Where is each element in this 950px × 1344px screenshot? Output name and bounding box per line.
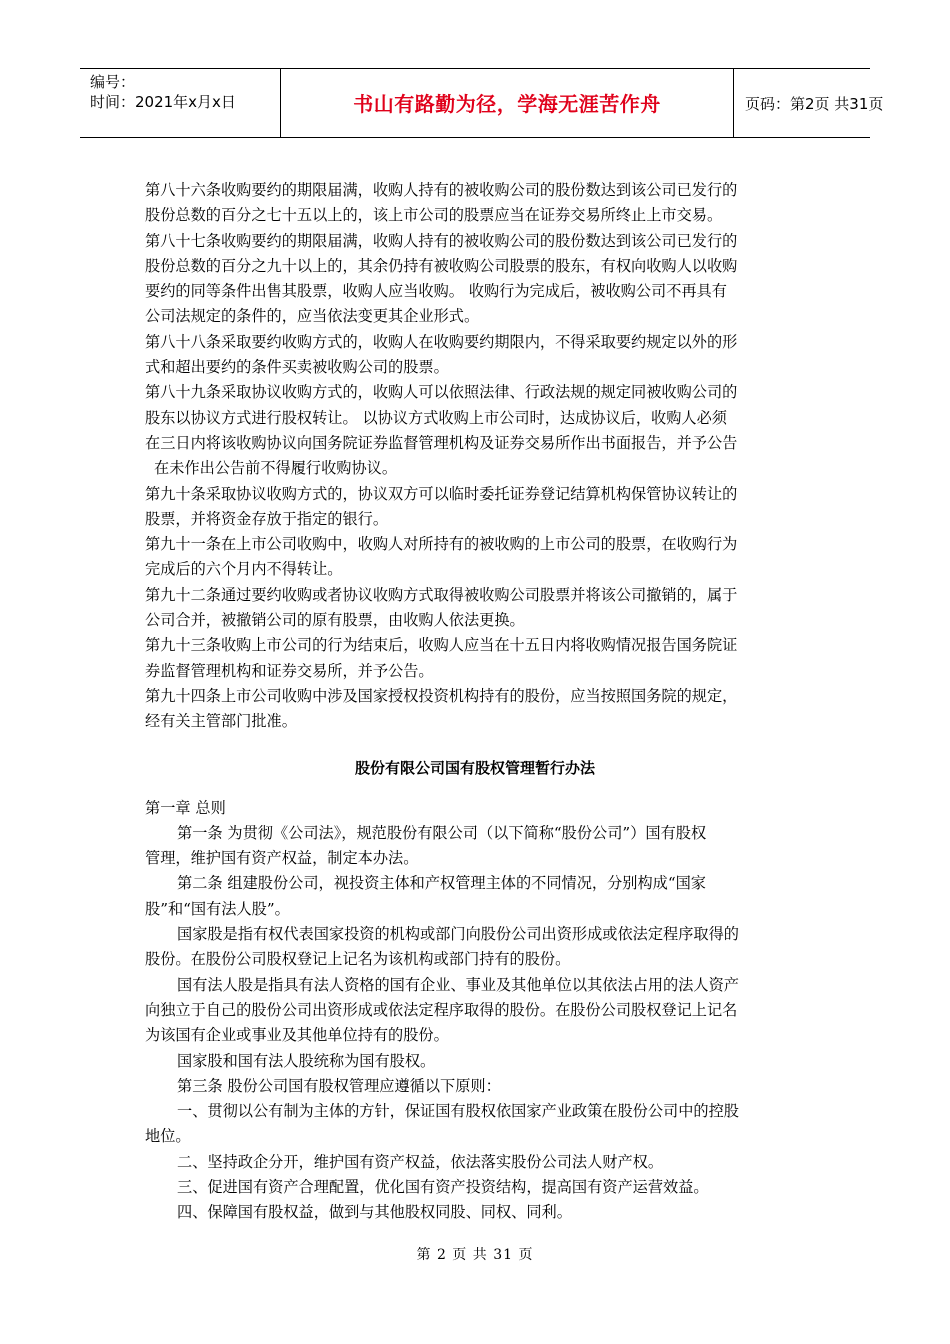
spacer (145, 780, 805, 796)
text-line: 要约的同等条件出售其股票，收购人应当收购。 收购行为完成后，被收购公司不再具有 (145, 282, 727, 301)
page-header (80, 68, 884, 138)
text-line: 经有关主管部门批准。 (145, 712, 297, 731)
spacer (145, 735, 805, 756)
text-line: 四、保障国有股权益，做到与其他股权同股、同权、同利。 (177, 1203, 572, 1222)
header-motto: 书山有路勤为径，学海无涯苦作舟 (353, 92, 661, 116)
text-line: 第八十六条收购要约的期限届满，收购人持有的被收购公司的股份数达到该公司已发行的 (145, 181, 738, 199)
text-line: 第九十条采取协议收购方式的，协议双方可以临时委托证券登记结算机构保管协议转让的 (145, 484, 738, 503)
text-line: 股东以协议方式进行股权转让。 以协议方式收购上市公司时，达成协议后，收购人必须 (145, 408, 727, 427)
text-line: 完成后的六个月内不得转让。 (145, 560, 343, 579)
text-line: 股份总数的百分之九十以上的，其余仍持有被收购公司股票的股东，有权向收购人以收购 (145, 256, 738, 275)
document-body (145, 178, 805, 1226)
text-line: 地位。 (145, 1127, 191, 1146)
page-footer: 第 2 页 共 31 页 (416, 1247, 534, 1263)
text-line: 第三条 股份公司国有股权管理应遵循以下原则： (177, 1076, 501, 1095)
text-line: 国有法人股是指具有法人资格的国有企业、事业及其他单位以其依法占用的法人资产 (177, 975, 739, 994)
text-line: 为该国有企业或事业及其他单位持有的股份。 (145, 1026, 449, 1045)
text-line: 在三日内将该收购协议向国务院证券监督管理机构及证券交易所作出书面报告，并予公告 (145, 433, 738, 452)
text-line: 第八十七条收购要约的期限届满，收购人持有的被收购公司的股份数达到该公司已发行的 (145, 231, 738, 250)
text-line: 公司法规定的条件的，应当依法变更其企业形式。 (145, 307, 480, 326)
text-line: 第九十三条收购上市公司的行为结束后，收购人应当在十五日内将收购情况报告国务院证 (145, 636, 738, 655)
text-line: 股份总数的百分之七十五以上的，该上市公司的股票应当在证券交易所终止上市交易。 (145, 206, 723, 225)
text-line: 股”和“国有法人股”。 (145, 899, 290, 918)
document-number-label: 编号： (90, 73, 136, 91)
text-line: 第九十二条通过要约收购或者协议收购方式取得被收购公司股票并将该公司撤销的，属于 (145, 585, 738, 604)
header-meta-cell (80, 69, 281, 137)
header-page-info: 页码：第2页 共31页 (745, 95, 884, 113)
chapter-heading: 第一章 总则 (145, 798, 226, 817)
text-line: 管理，维护国有资产权益，制定本办法。 (145, 849, 419, 868)
text-line: 国家股和国有法人股统称为国有股权。 (177, 1051, 436, 1070)
text-line: 一、贯彻以公有制为主体的方针，保证国有股权依国家产业政策在股份公司中的控股 (177, 1102, 739, 1121)
text-line: 三、促进国有资产合理配置，优化国有资产投资结构，提高国有资产运营效益。 (177, 1177, 709, 1196)
section-title: 股份有限公司国有股权管理暂行办法 (354, 758, 595, 777)
text-line: 第八十九条采取协议收购方式的，收购人可以依照法律、行政法规的规定同被收购公司的 (145, 383, 738, 402)
text-line: 国家股是指有权代表国家投资的机构或部门向股份公司出资形成或依法定程序取得的 (177, 925, 739, 944)
text-line: 第八十八条采取要约收购方式的，收购人在收购要约期限内，不得采取要约规定以外的形 (145, 332, 738, 351)
text-line: 在未作出公告前不得履行收购协议。 (154, 459, 397, 478)
text-line: 公司合并，被撤销公司的原有股票，由收购人依法更换。 (145, 611, 525, 630)
text-line: 第二条 组建股份公司，视投资主体和产权管理主体的不同情况，分别构成“国家 (177, 874, 706, 893)
text-line: 式和超出要约的条件买卖被收购公司的股票。 (145, 358, 449, 377)
text-line: 股票，并将资金存放于指定的银行。 (145, 509, 388, 528)
text-line: 二、坚持政企分开，维护国有资产权益，依法落实股份公司法人财产权。 (177, 1152, 663, 1171)
header-page-cell (734, 69, 884, 137)
header-motto-cell (281, 69, 734, 137)
text-line: 第九十四条上市公司收购中涉及国家授权投资机构持有的股份，应当按照国务院的规定， (145, 686, 738, 705)
text-line: 第一条 为贯彻《公司法》，规范股份有限公司（以下简称“股份公司”）国有股权 (177, 823, 707, 842)
text-line: 向独立于自己的股份公司出资形成或依法定程序取得的股份。在股份公司股权登记上记名 (145, 1000, 738, 1019)
document-date-label: 时间：2021年x月x日 (90, 93, 236, 111)
text-line: 第九十一条在上市公司收购中，收购人对所持有的被收购的上市公司的股票，在收购行为 (145, 535, 738, 554)
text-line: 券监督管理机构和证券交易所，并予公告。 (145, 661, 434, 680)
text-line: 股份。在股份公司股权登记上记名为该机构或部门持有的股份。 (145, 950, 571, 969)
